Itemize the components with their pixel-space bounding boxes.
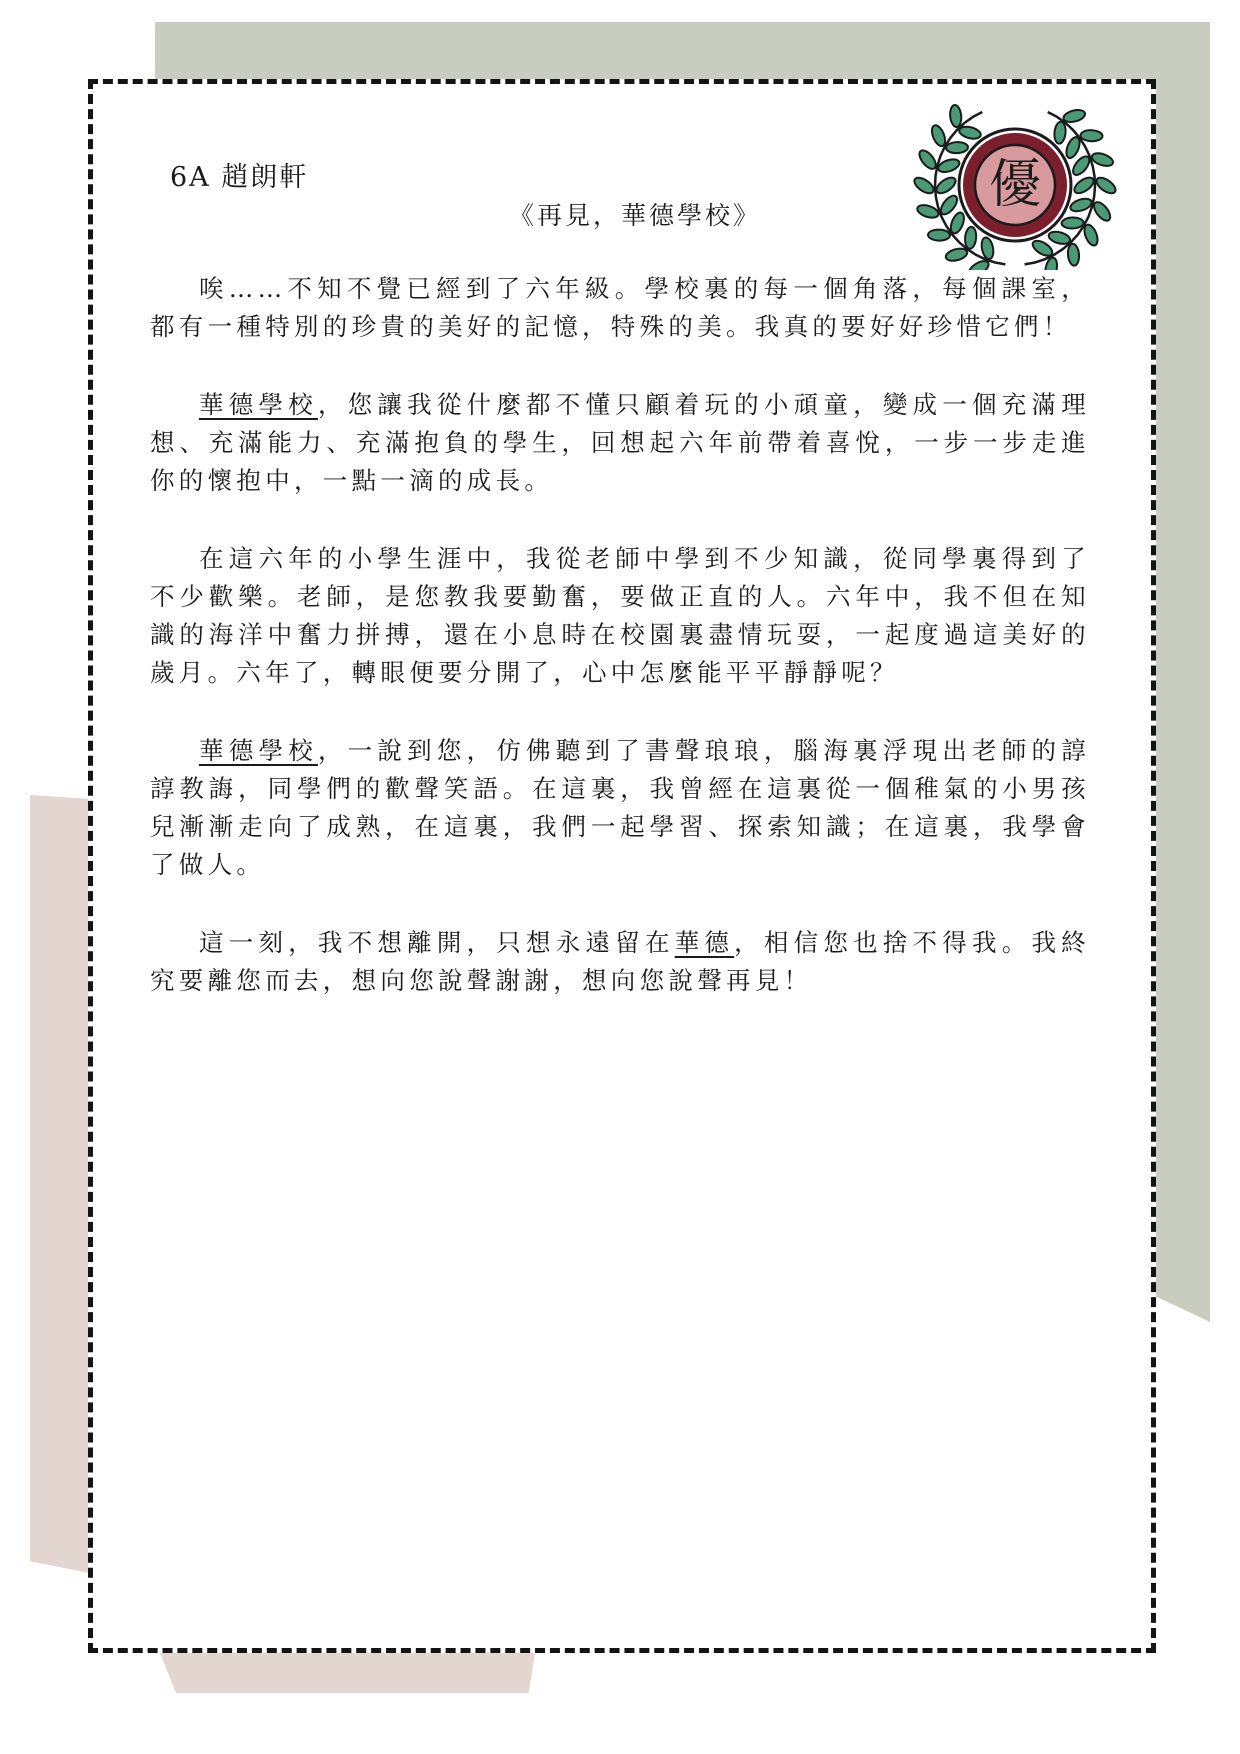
- paragraph-text: ，您讓我從什麼都不懂只顧着玩的小頑童，變成一個充滿理想、充滿能力、充滿抱負的學生，回想起六年前帶着喜悅，一步一步走進你的懷抱中，一點一滴的成長。: [150, 390, 1091, 495]
- essay-paragraph: [150, 270, 1090, 346]
- laurel-leaf: [928, 229, 950, 241]
- excellence-emblem: [895, 100, 1135, 270]
- laurel-leaf: [1082, 223, 1100, 248]
- laurel-leaf: [949, 105, 962, 128]
- laurel-leaf: [948, 211, 966, 236]
- laurel-leaf: [958, 125, 982, 141]
- essay-body: [150, 270, 1090, 1040]
- essay-paragraph: [150, 924, 1090, 1000]
- laurel-leaf: [1062, 108, 1086, 124]
- laurel-leaf: [946, 142, 968, 154]
- laurel-leaf: [916, 148, 938, 172]
- laurel-leaf: [944, 247, 968, 263]
- laurel-leaf: [1091, 199, 1113, 223]
- underlined-school-name: 華德學校: [199, 736, 318, 765]
- essay-title: 《再見，華德學校》: [508, 201, 761, 230]
- emblem-character: 優: [988, 155, 1041, 215]
- laurel-leaf: [1053, 121, 1066, 144]
- laurel-leaf: [964, 226, 977, 249]
- laurel-leaf: [1072, 175, 1096, 197]
- essay-paragraph: [150, 386, 1090, 500]
- laurel-leaf: [929, 123, 947, 148]
- laurel-leaf: [1080, 130, 1102, 142]
- paragraph-text: 唉……不知不覺已經到了六年級。學校裏的每一個角落，每個課室，都有一種特別的珍貴的美好的記憶，特殊的美。我真的要好好珍惜它們！: [150, 274, 1090, 341]
- essay-paragraph: [150, 732, 1090, 884]
- underlined-school-name: 華德學校: [199, 390, 318, 419]
- essay-paragraph: [150, 540, 1090, 692]
- laurel-leaf: [1067, 243, 1080, 266]
- paragraph-text: ，一說到您，仿佛聽到了書聲琅琅，腦海裏浮現出老師的諄諄教誨，同學們的歡聲笑語。在這裏，我曾經在這裏從一個稚氣的小男孩兒漸漸走向了成熟，在這裏，我們一起學習、探索知識；在這裏，我學會了做人。: [150, 736, 1091, 879]
- laurel-leaf: [1064, 135, 1082, 160]
- paragraph-text: 在這六年的小學生涯中，我從老師中學到不少知識，從同學裏得到了不少歡樂。老師，是您教我要勤奮，要做正直的人。六年中，我不但在知識的海洋中奮力拼搏，還在小息時在校園裏盡情玩耍，一起度過這美好的歲月。六年了，轉眼便要分開了，心中怎麼能平平靜靜呢？: [150, 544, 1090, 687]
- laurel-leaf: [916, 203, 940, 220]
- laurel-leaf: [934, 175, 958, 197]
- laurel-leaf: [1094, 175, 1118, 197]
- laurel-leaf: [1061, 217, 1083, 229]
- laurel-leaf: [1047, 230, 1071, 246]
- paragraph-text: ，相信您也捨不得我。我終究要離您而去，想向您說聲謝謝，想向您說聲再見！: [150, 928, 1090, 995]
- laurel-leaf: [912, 175, 936, 197]
- paragraph-text: 這一刻，我不想離開，只想永遠留在: [199, 928, 675, 957]
- underlined-school-name: 華德: [674, 928, 735, 957]
- author-label: 6A 趙朗軒: [170, 162, 309, 193]
